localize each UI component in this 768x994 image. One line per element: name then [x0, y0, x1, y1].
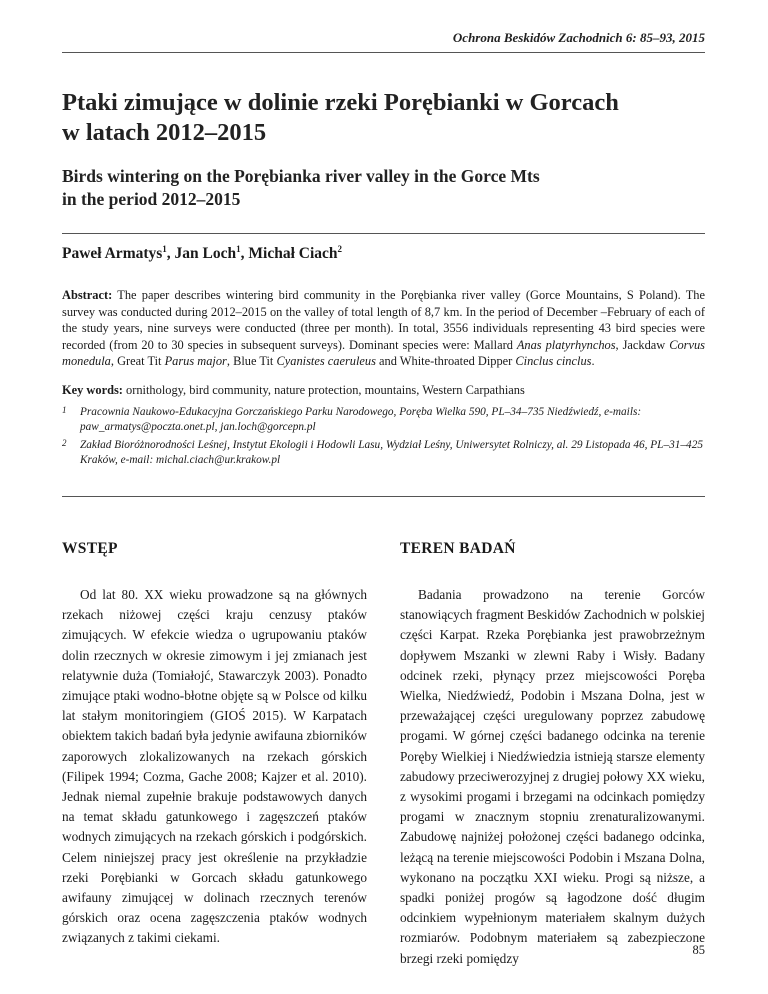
title-polish-line-2: w latach 2012–2015	[62, 119, 267, 146]
page-number: 85	[692, 943, 705, 957]
running-head: Ochrona Beskidów Zachodnich 6: 85–93, 2015	[452, 30, 705, 45]
article-page	[62, 0, 705, 994]
affiliation-text: Pracownia Naukowo-Edukacyjna Gorczańskiego Parku Narodowego, Poręba Wielka 590, PL–34–735 Niedźwiedź, e-mails: paw_armatys@poczta.onet.pl, jan.loch@gorcepn.pl	[80, 406, 642, 433]
abstract: Abstract: The paper describes wintering bird community in the Porębianka river valley (Gorce Mountains, S Poland). The survey was conducted during 2012–2015 on the valley of total length of 8,7 km. In the period of December –February of each of the study years, nine surveys were conducted (three per month). In total, 3556 individuals representing 43 bird species were recorded (from 20 to 30 species in subsequent surveys). Dominant species were: Mallard Anas platyrhynchos, Jackdaw Corvus monedula, Great Tit Parus major, Blue Tit Cyanistes caeruleus and White-throated Dipper Cinclus cinclus.	[62, 288, 705, 369]
front-matter-bottom-rule	[62, 496, 705, 497]
affiliation-number: 1	[62, 405, 67, 415]
affiliation-1	[62, 405, 705, 435]
author-separator: ,	[240, 245, 249, 263]
affiliation-2	[62, 438, 705, 468]
affiliation-text: Zakład Bioróżnorodności Leśnej, Instytut Ekologii i Hodowli Lasu, Wydział Leśny, Uniwersytet Rolniczy, al. 29 Listopada 46, PL–31–425 Kraków, e-mail: michal.ciach@ur.krakow.pl	[80, 439, 704, 466]
author-affiliation-mark: 1	[236, 244, 241, 254]
affiliation-number: 2	[62, 438, 67, 448]
keywords-label: Key words:	[62, 383, 123, 397]
author-list	[62, 239, 342, 264]
title-english-line-2: in the period 2012–2015	[62, 189, 241, 209]
title-english-line-1: Birds wintering on the Porębianka river valley in the Gorce Mts	[62, 166, 540, 186]
author-affiliation-mark: 1	[162, 244, 167, 254]
species-name: Parus major	[164, 354, 227, 369]
author-name: Paweł Armatys	[62, 245, 163, 263]
introduction-paragraph: Od lat 80. XX wieku prowadzone są na głównych rzekach niżowej części kraju cenzusy ptaków zimujących. W efekcie wiedza o ugrupowaniu ptaków dolin rzecznych w okresie zimowym i jej zmianach jest relatywnie duża (Tomiałojć, Stawarczyk 2003). Ponadto zimujące ptaki wodno-błotne objęte są w Polsce od kilku lat stałym monitoringiem (GIOŚ 2015). W Karpatach obiektem takich badań była jedynie awifauna zbiorników zaporowych zlokalizowanych na rzekach górskich (Filipek 1994; Cozma, Gache 2008; Kajzer et al. 2010). Jednak niemal zupełnie brakuje podstawowych danych na temat składu gatunkowego i zagęszczeń ptaków wodnych zimujących na rzekach górskich i podgórskich. Celem niniejszej pracy jest określenie na przykładzie rzeki Porębianki w Gorcach składu gatunkowego awifauny zimującej w dolinach rzecznych terenów górskich oraz ocena zagęszczenia ptaków wodnych związanych z takimi ciekami.	[62, 587, 367, 946]
author-name: Jan Loch	[174, 245, 237, 263]
study-area-column	[400, 585, 705, 969]
author-affiliation-mark: 2	[337, 244, 343, 254]
species-name: Cyanistes caeruleus	[276, 354, 376, 369]
abstract-label: Abstract:	[62, 288, 113, 302]
study-area-paragraph: Badania prowadzono na terenie Gorców stanowiących fragment Beskidów Zachodnich w polskiej części Karpat. Rzeka Porębianka jest prawobrzeżnym dopływem Mszanki w zlewni Raby i Wisły. Badany odcinek rzeki, płynący przez miejscowości Poręba Wielka, Niedźwiedź, Podobin i Mszana Dolna, jest w przeważającej części uregulowany poprzez zabudowę progami. W górnej części badanego odcinka na terenie Poręby Wielkiej i Niedźwiedzia istnieją starsze elementy zabudowy przeciwerozyjnej z drugiej połowy XX wieku, z wysokimi progami i brzegami na odcinkach pomiędzy progami w znacznym stopniu zrenaturalizowanymi. Zabudowę najniżej położonej części badanego odcinka, leżącą na terenie miejscowości Podobin i Mszana Dolna, wykonano na początku XXI wieku. Progi są niższe, a spadki poniżej progów są łagodzone dość długim odcinkiem wypełnionym materiałem skalnym dużych rozmiarów. Podobnym materiałem są zabezpieczone brzegi rzeki pomiędzy	[400, 587, 705, 966]
keywords	[62, 382, 705, 399]
species-name: Cinclus cinclus	[515, 354, 592, 369]
introduction-column	[62, 585, 367, 949]
author-name: Michał Ciach	[248, 245, 338, 263]
authors-top-rule	[62, 233, 705, 234]
title-polish	[62, 88, 705, 148]
title-english	[62, 165, 705, 211]
section-heading-introduction: WSTĘP	[62, 540, 118, 557]
title-polish-line-1: Ptaki zimujące w dolinie rzeki Porębianki w Gorcach	[62, 89, 619, 116]
species-name: Anas platyrhynchos	[516, 337, 616, 352]
header-rule	[62, 52, 705, 53]
section-heading-study-area: TEREN BADAŃ	[400, 540, 516, 557]
species-name: Corvus monedula	[62, 337, 705, 369]
author-separator: ,	[166, 245, 175, 263]
keywords-text: ornithology, bird community, nature protection, mountains, Western Carpathians	[126, 383, 525, 397]
